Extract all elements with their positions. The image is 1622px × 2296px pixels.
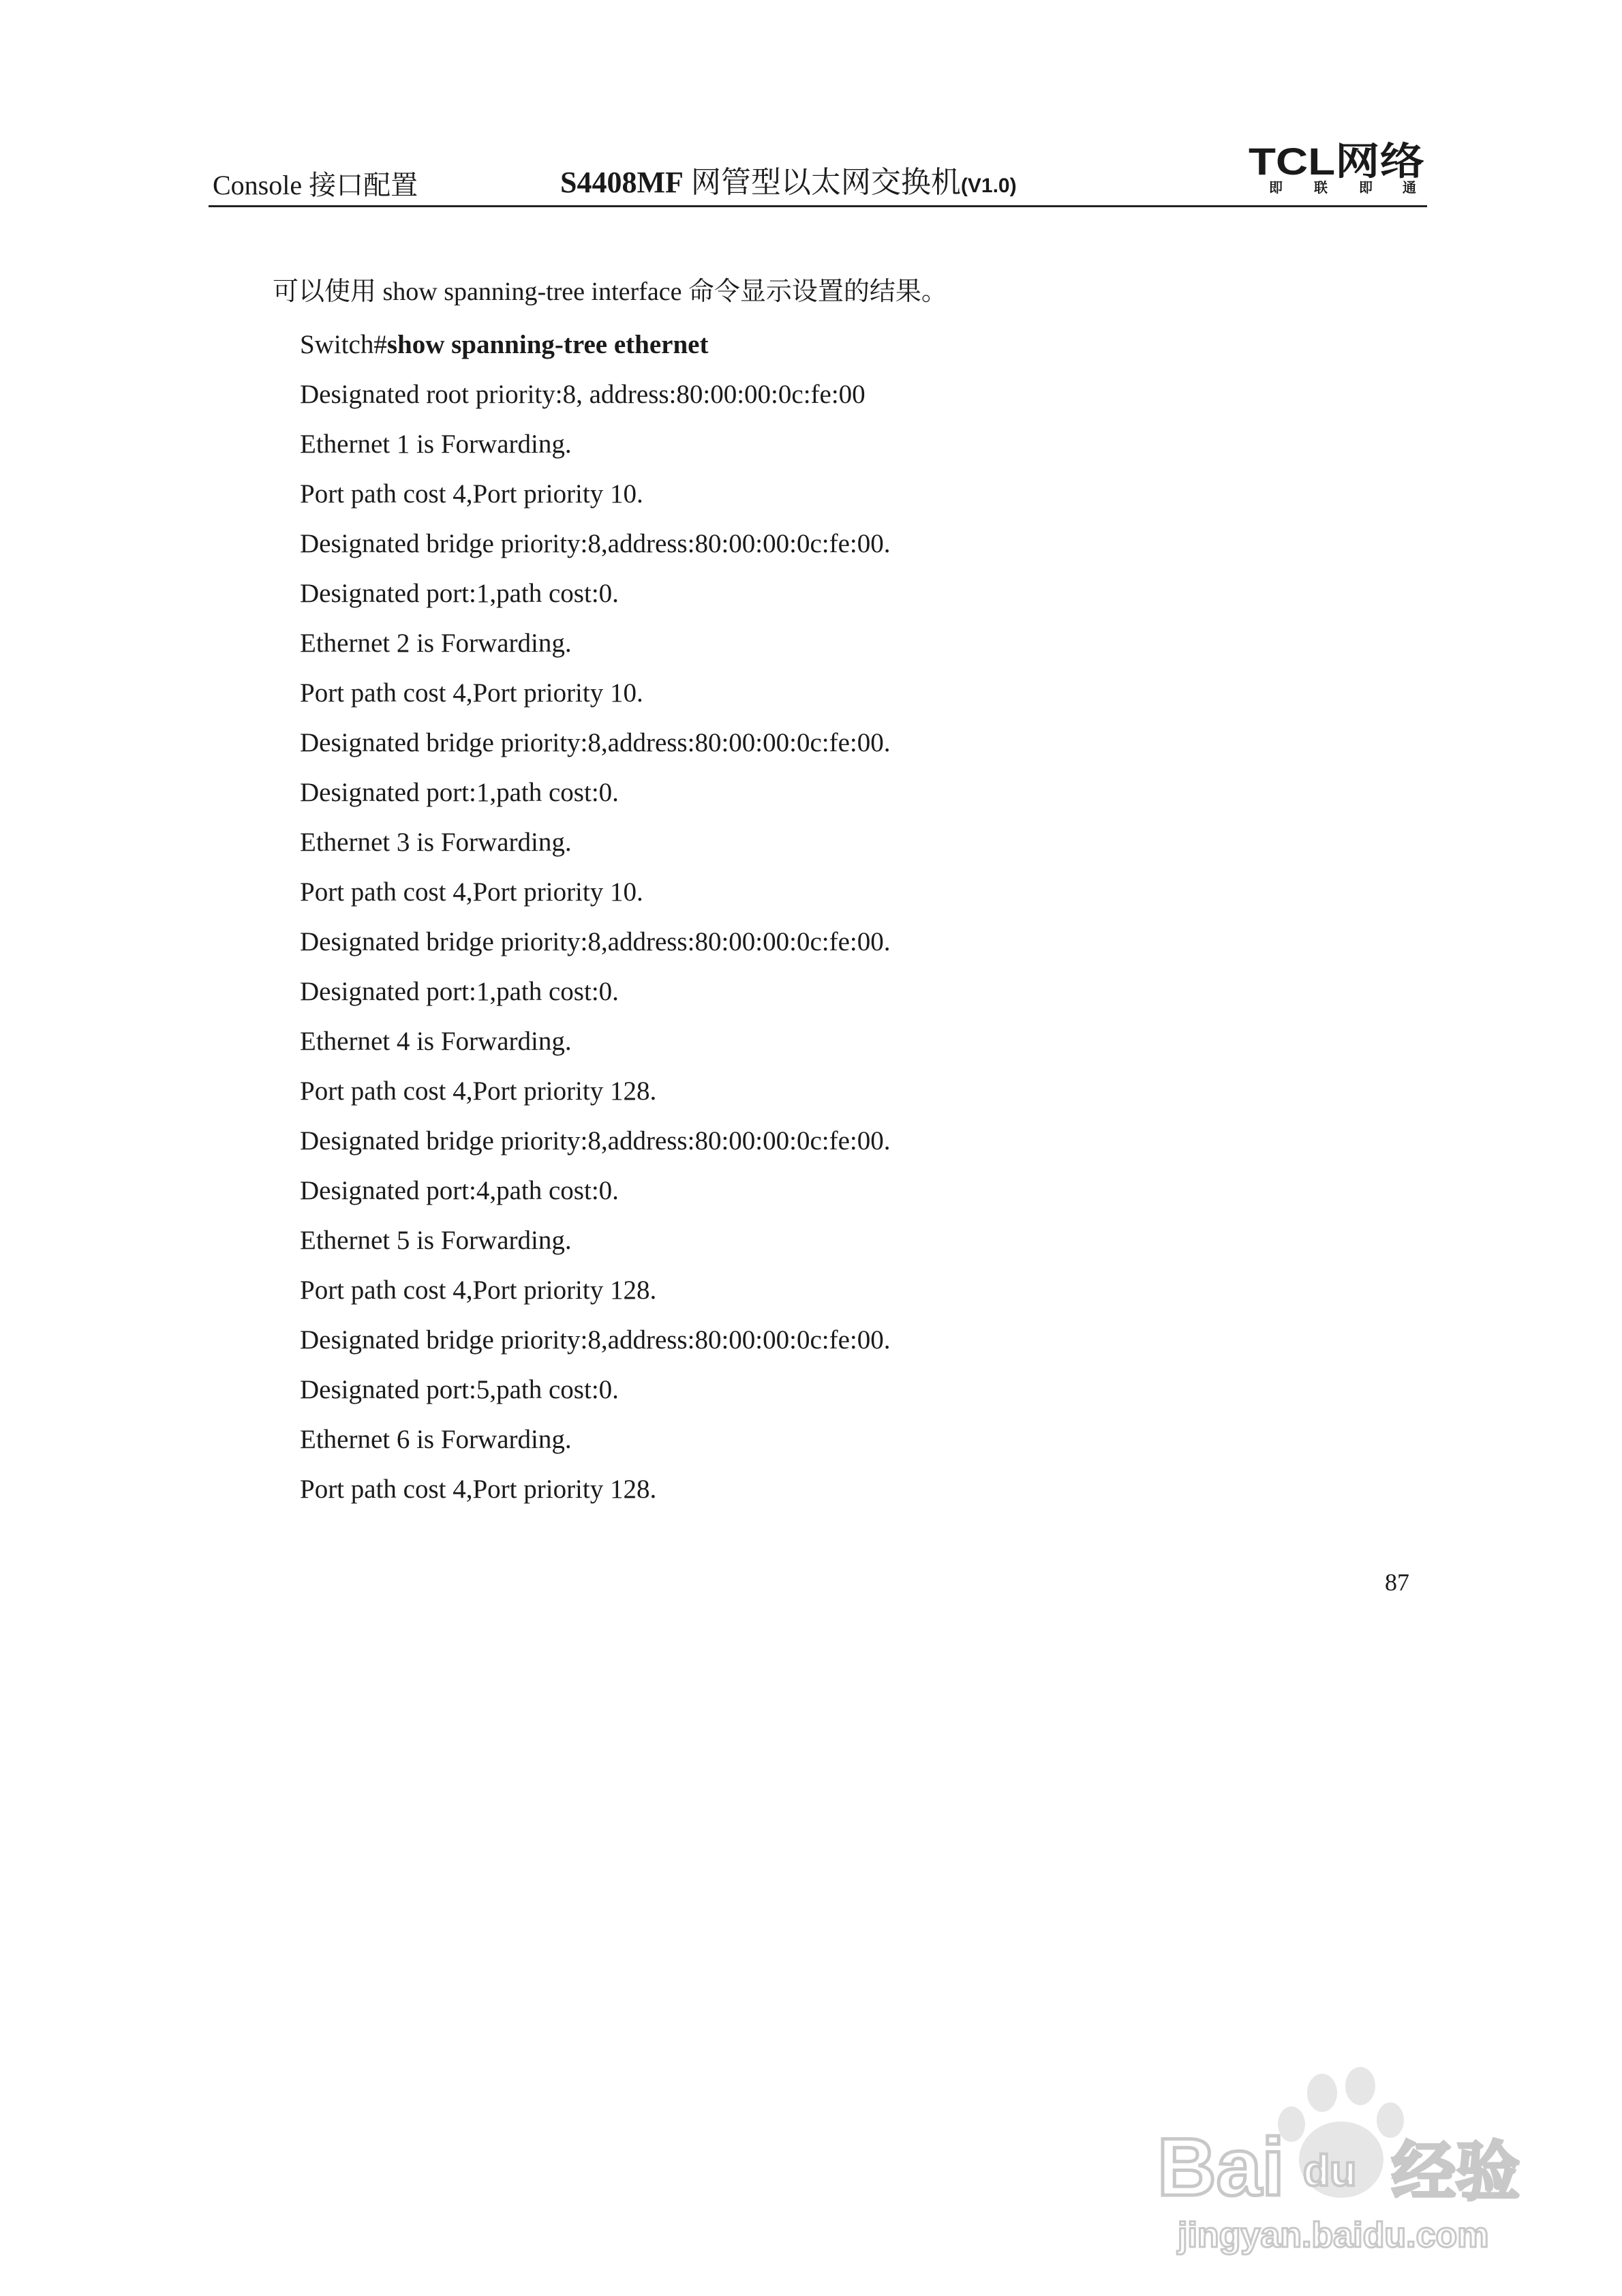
cli-output-line: Port path cost 4,Port priority 10.: [300, 678, 643, 708]
section-title: Console 接口配置: [213, 170, 418, 200]
cli-output-line: Ethernet 2 is Forwarding.: [300, 629, 572, 658]
logo-tagline-1: 即: [1269, 179, 1283, 195]
cli-output-line: Designated port:1,path cost:0.: [300, 778, 619, 807]
logo-tagline-3: 即: [1359, 179, 1373, 195]
cli-output-line: Designated bridge priority:8,address:80:00:00:0c:fe:00.: [300, 927, 891, 956]
cli-output-line: Designated bridge priority:8,address:80:00:00:0c:fe:00.: [300, 529, 891, 558]
header-divider: [209, 205, 1427, 207]
watermark-brand-du: du: [1303, 2146, 1357, 2195]
cli-output-line: Designated port:4,path cost:0.: [300, 1176, 619, 1205]
watermark-brand-cn: 经验: [1392, 2135, 1520, 2209]
cli-output-line: Ethernet 3 is Forwarding.: [300, 828, 572, 857]
cli-output-line: Designated bridge priority:8,address:80:00:00:0c:fe:00.: [300, 728, 891, 757]
cli-output-line: Port path cost 4,Port priority 10.: [300, 479, 643, 509]
cli-listing: [300, 326, 890, 1520]
cli-output-line: Ethernet 5 is Forwarding.: [300, 1226, 572, 1255]
cli-output-line: Designated port:1,path cost:0.: [300, 579, 619, 608]
cli-output-line: Port path cost 4,Port priority 128.: [300, 1275, 657, 1305]
cli-output-line: Ethernet 1 is Forwarding.: [300, 429, 572, 459]
cli-output-line: Port path cost 4,Port priority 128.: [300, 1076, 657, 1106]
version-label: (V1.0): [960, 175, 1017, 197]
tcl-network-logo: [1249, 139, 1426, 195]
product-name: 网管型以太网交换机: [690, 166, 961, 199]
watermark-url: jingyan.baidu.com: [1178, 2216, 1489, 2255]
cli-command: show spanning-tree ethernet: [386, 330, 709, 359]
cli-output-line: Ethernet 4 is Forwarding.: [300, 1027, 572, 1056]
cli-output-line: Designated port:1,path cost:0.: [300, 977, 619, 1006]
page-number: 87: [1385, 1569, 1409, 1596]
cli-output-line: Port path cost 4,Port priority 10.: [300, 877, 643, 907]
document-title: [560, 162, 1017, 207]
watermark-brand-bai: Bai: [1157, 2121, 1285, 2213]
logo-tagline-4: 通: [1403, 179, 1416, 195]
intro-paragraph: 可以使用 show spanning-tree interface 命令显示设置的结果。: [273, 277, 947, 306]
model-name: S4408MF: [560, 166, 684, 199]
cli-output-line: Designated bridge priority:8,address:80:00:00:0c:fe:00.: [300, 1325, 891, 1355]
logo-tagline-2: 联: [1314, 179, 1328, 195]
cli-output-line: Designated root priority:8, address:80:00:00:0c:fe:00: [300, 380, 866, 409]
cli-output-line: Ethernet 6 is Forwarding.: [300, 1425, 572, 1454]
cli-prompt: Switch#: [300, 330, 387, 359]
baidu-jingyan-watermark: [1152, 2066, 1533, 2263]
logo-brand-text: TCL网络: [1249, 140, 1424, 183]
cli-output-line: Designated bridge priority:8,address:80:00:00:0c:fe:00.: [300, 1126, 891, 1155]
cli-output-line: Port path cost 4,Port priority 128.: [300, 1475, 657, 1504]
cli-command-line: [300, 326, 890, 376]
cli-output-line: Designated port:5,path cost:0.: [300, 1375, 619, 1404]
